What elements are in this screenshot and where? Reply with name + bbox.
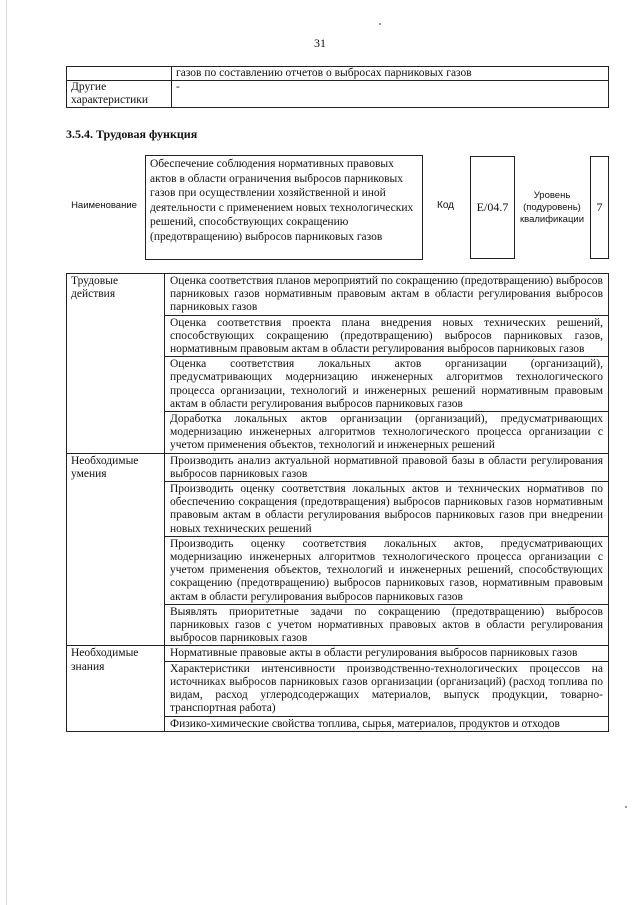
table-cell: Оценка соответствия планов мероприятий по сокращению (предотвращению) выбросов парниковых газов нормативным правовым актам в области регулирования выбросов парниковых газов [165, 274, 609, 316]
code-value: E/04.7 [476, 200, 509, 214]
category-cell: Необходимые знания [67, 646, 165, 731]
table-cell: Характеристики интенсивности производственно-технологических процессов на источниках выбросов парниковых газов организации (организаций) (расход топлива по видам, расход углеродсодержащих материалов, выпуск продукции, товарно-транспортная работа) [165, 661, 609, 716]
category-cell: Трудовые действия [67, 274, 165, 454]
page-number: 31 [314, 36, 326, 50]
table-cell: Оценка соответствия проекта плана внедрения новых технических решений, способствующих сокращению (предотвращению) выбросов парниковых газов, нормативным правовым актам в области регулирования выбросов парниковых газов [165, 315, 609, 357]
qualification-level-value: 7 [596, 200, 603, 214]
qualification-level-box [590, 156, 609, 259]
table-row [67, 453, 609, 481]
scan-margin-line [6, 0, 7, 905]
table-cell: Выявлять приоритетные задачи по сокращению (предотвращению) выбросов парниковых газов с учетом нормативных правовых актов в области регулирования выбросов парниковых газов [165, 604, 609, 646]
table-cell: Доработка локальных актов организации (организаций), предусматривающих модернизацию инженерных алгоритмов технологического процесса организации с учетом применения объектов, технологий и инженерных решений [165, 412, 609, 454]
scan-speck [625, 806, 627, 808]
table-cell-label: Другие характеристики [67, 81, 172, 108]
table-row [67, 67, 609, 81]
name-label: Наименование [71, 200, 137, 211]
table-cell: Производить оценку соответствия локальных актов, предусматривающих модернизацию инженерных алгоритмов технологического процесса организации с учетом применения объектов, технологий и инженерных решений, способствующих сокращению (предотвращению) выбросов парниковых газов, нормативным правовым актам в области регулирования выбросов парниковых газов [165, 536, 609, 604]
table-cell: Физико-химические свойства топлива, сырья, материалов, продуктов и отходов [165, 716, 609, 731]
table-cell: Производить оценку соответствия локальных актов и технических нормативов по обеспечению сокращения (предотвращения) выбросов парниковых газов нормативным правовым актам в области регулирования выбросов парниковых газов при внедрении новых технических решений [165, 482, 609, 537]
labor-function-table [66, 273, 609, 732]
scan-speck [379, 23, 381, 25]
table-row [67, 274, 609, 316]
code-label: Код [437, 200, 455, 211]
table-cell-label [67, 67, 172, 81]
table-cell-value: газов по составлению отчетов о выбросах парниковых газов [172, 67, 609, 81]
table-cell-value: - [172, 81, 609, 108]
code-box [470, 156, 515, 259]
table-cell: Нормативные правовые акты в области регулирования выбросов парниковых газов [165, 646, 609, 661]
table-row [67, 81, 609, 108]
table-row [67, 646, 609, 661]
qualification-level-label: Уровень (подуровень) квалификации [519, 190, 585, 225]
category-cell: Необходимые умения [67, 453, 165, 646]
table-cell: Производить анализ актуальной нормативной правовой базы в области регулирования выбросов парниковых газов [165, 453, 609, 481]
continuation-table [66, 66, 609, 108]
section-title: 3.5.4. Трудовая функция [66, 127, 198, 141]
table-cell: Оценка соответствия локальных актов организации (организаций), предусматривающих модернизацию инженерных алгоритмов технологического процесса организации, технологий и инженерных решений нормативным правовым актам в области регулирования выбросов парниковых газов [165, 357, 609, 412]
function-name-box: Обеспечение соблюдения нормативных правовых актов в области ограничения выбросов парниковых газов при осуществлении хозяйственной и иной деятельности с применением новых технологических решений, способствующих сокращению (предотвращению) выбросов парниковых газов [145, 155, 423, 260]
